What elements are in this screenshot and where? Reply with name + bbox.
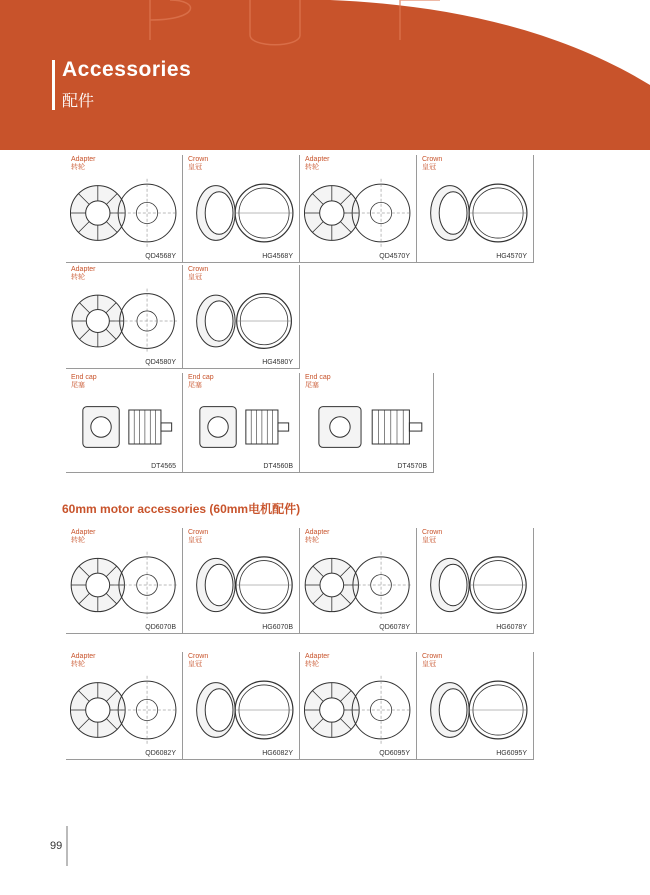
crown-icon <box>421 548 528 627</box>
product-code: HG4568Y <box>262 253 293 260</box>
product-type-en: Adapter <box>71 653 96 660</box>
product-cell <box>300 528 417 634</box>
product-type-en: Adapter <box>305 653 330 660</box>
product-type-label <box>305 529 330 545</box>
end-cap-icon <box>70 393 177 466</box>
crown-icon <box>187 175 294 256</box>
product-type-en: Adapter <box>305 529 330 536</box>
product-code: QD6082Y <box>145 750 176 757</box>
crown-icon <box>187 285 294 362</box>
product-cell <box>300 652 417 760</box>
adapter-icon <box>304 672 411 753</box>
product-code: HG6082Y <box>262 750 293 757</box>
product-type-cn: 尾塞 <box>188 382 202 389</box>
adapter-icon <box>304 548 411 627</box>
product-cell <box>417 155 534 263</box>
product-type-label <box>71 529 96 545</box>
product-code: QD6078Y <box>379 624 410 631</box>
product-type-en: Adapter <box>71 156 96 163</box>
product-type-label <box>422 156 442 172</box>
product-code: HG4570Y <box>496 253 527 260</box>
product-cell <box>183 373 300 473</box>
product-code: HG6078Y <box>496 624 527 631</box>
product-type-en: Adapter <box>71 266 96 273</box>
adapter-icon <box>70 175 177 256</box>
product-code: DT4560B <box>263 463 293 470</box>
product-code: QD6095Y <box>379 750 410 757</box>
product-type-cn: 皇冠 <box>422 661 436 668</box>
product-cell <box>417 652 534 760</box>
product-code: QD4568Y <box>145 253 176 260</box>
crown-icon <box>421 175 528 256</box>
product-cell <box>66 528 183 634</box>
product-type-cn: 转轮 <box>71 274 85 281</box>
product-type-label <box>71 653 96 669</box>
product-type-en: Crown <box>188 156 209 163</box>
product-type-en: Adapter <box>71 529 96 536</box>
product-type-label <box>422 653 442 669</box>
product-type-label <box>422 529 442 545</box>
product-type-cn: 皇冠 <box>188 274 202 281</box>
product-type-en: Crown <box>188 529 209 536</box>
product-type-cn: 尾塞 <box>305 382 319 389</box>
product-code: DT4570B <box>397 463 427 470</box>
page-title-chinese: 配件 <box>62 93 95 110</box>
product-type-en: End cap <box>71 374 97 381</box>
page-number-bar <box>66 826 68 866</box>
product-type-label <box>188 156 208 172</box>
adapter-icon <box>70 548 177 627</box>
crown-icon <box>421 672 528 753</box>
product-type-label <box>188 374 214 390</box>
section-60mm-title: 60mm motor accessories (60mm电机配件) <box>62 502 301 516</box>
product-type-label <box>71 266 96 282</box>
product-type-label <box>71 374 97 390</box>
product-type-en: Crown <box>422 653 443 660</box>
product-type-label <box>305 374 331 390</box>
product-code: QD4580Y <box>145 359 176 366</box>
product-type-en: End cap <box>305 374 331 381</box>
product-type-cn: 转轮 <box>305 164 319 171</box>
product-type-cn: 转轮 <box>305 661 319 668</box>
product-type-label <box>188 529 208 545</box>
product-cell <box>66 652 183 760</box>
product-type-cn: 转轮 <box>71 537 85 544</box>
product-cell <box>66 155 183 263</box>
crown-icon <box>187 672 294 753</box>
product-type-cn: 皇冠 <box>422 537 436 544</box>
product-code: QD4570Y <box>379 253 410 260</box>
product-cell <box>300 373 434 473</box>
product-type-cn: 皇冠 <box>422 164 436 171</box>
product-type-en: Crown <box>422 156 443 163</box>
product-type-cn: 尾塞 <box>71 382 85 389</box>
product-type-label <box>188 653 208 669</box>
end-cap-icon <box>187 393 294 466</box>
crown-icon <box>187 548 294 627</box>
product-type-en: Crown <box>188 653 209 660</box>
product-type-label <box>305 156 330 172</box>
product-type-cn: 皇冠 <box>188 164 202 171</box>
product-cell <box>183 265 300 369</box>
product-type-en: Crown <box>422 529 443 536</box>
product-cell <box>183 528 300 634</box>
product-type-label <box>305 653 330 669</box>
product-code: HG6095Y <box>496 750 527 757</box>
product-code: DT4565 <box>151 463 176 470</box>
product-code: HG4580Y <box>262 359 293 366</box>
page-title: Accessories <box>62 58 192 81</box>
adapter-icon <box>70 672 177 753</box>
page-header <box>0 0 650 150</box>
product-cell <box>66 373 183 473</box>
product-type-label <box>188 266 208 282</box>
product-cell <box>183 652 300 760</box>
product-type-cn: 皇冠 <box>188 661 202 668</box>
product-cell <box>66 265 183 369</box>
product-type-en: Adapter <box>305 156 330 163</box>
product-type-label <box>71 156 96 172</box>
product-type-cn: 转轮 <box>71 164 85 171</box>
product-cell <box>417 528 534 634</box>
product-cell <box>183 155 300 263</box>
product-cell <box>300 155 417 263</box>
product-type-en: End cap <box>188 374 214 381</box>
product-code: QD6070B <box>145 624 176 631</box>
product-type-cn: 皇冠 <box>188 537 202 544</box>
adapter-icon <box>70 285 177 362</box>
page-number: 99 <box>50 840 63 852</box>
product-type-cn: 转轮 <box>305 537 319 544</box>
end-cap-icon <box>304 393 428 466</box>
product-type-cn: 转轮 <box>71 661 85 668</box>
product-code: HG6070B <box>262 624 293 631</box>
title-accent-bar <box>52 60 55 110</box>
product-type-en: Crown <box>188 266 209 273</box>
adapter-icon <box>304 175 411 256</box>
